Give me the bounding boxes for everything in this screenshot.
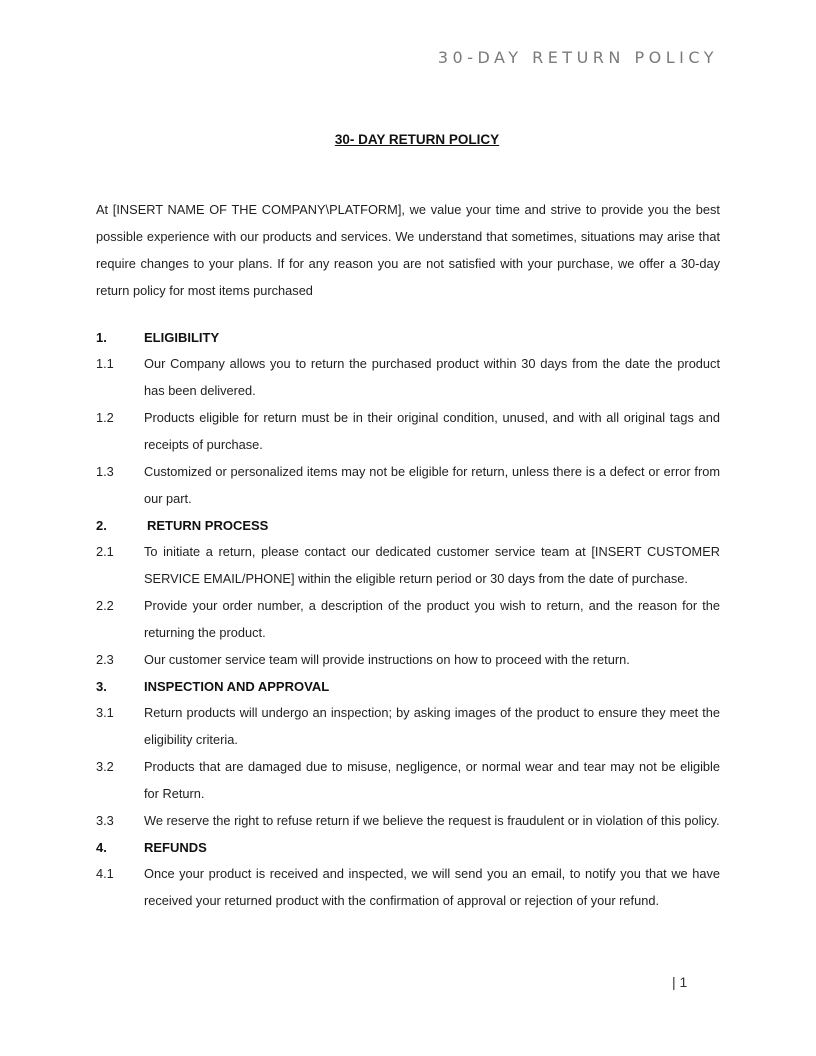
running-header-title: 30-DAY RETURN POLICY: [437, 48, 718, 67]
clause-text: Provide your order number, a description of the product you wish to return, and the reason for the returning the product.: [144, 598, 720, 640]
clause-number: 2.2: [96, 598, 114, 613]
clause-text: To initiate a return, please contact our dedicated customer service team at [INSERT CUSTOMER SERVICE EMAIL/PHONE] within the eligible return period or 30 days from the date of purchase.: [144, 544, 720, 586]
clause-text: Our customer service team will provide instructions on how to proceed with the return.: [144, 652, 630, 667]
clause: [96, 807, 720, 834]
document-title: 30- DAY RETURN POLICY: [334, 132, 500, 147]
clause-number: 3.3: [96, 813, 114, 828]
clause-number: 1.3: [96, 464, 114, 479]
clause: [96, 860, 720, 914]
clause: [96, 592, 720, 646]
clause: [96, 350, 720, 404]
page-number: | 1: [672, 974, 688, 990]
clause: [96, 538, 720, 592]
document-body: [96, 196, 720, 914]
clause: [96, 699, 720, 753]
section-title: ELIGIBILITY: [144, 329, 220, 345]
clause-text: We reserve the right to refuse return if we believe the request is fraudulent or in violation of this policy.: [144, 813, 720, 828]
clause-number: 3.2: [96, 759, 114, 774]
section-heading-eligibility: [96, 324, 720, 350]
clause-text: Return products will undergo an inspection; by asking images of the product to ensure they meet the eligibility criteria.: [144, 705, 720, 747]
section-title: INSPECTION AND APPROVAL: [144, 678, 330, 694]
clause: [96, 404, 720, 458]
clause-number: 2.1: [96, 544, 114, 559]
section-number: 1.: [96, 329, 107, 345]
intro-paragraph: At [INSERT NAME OF THE COMPANY\PLATFORM], we value your time and strive to provide you the best possible experience with our products and services. We understand that sometimes, situations may arise that require changes to your plans. If for any reason you are not satisfied with your purchase, we offer a 30-day return policy for most items purchased: [96, 202, 720, 298]
section-number: 4.: [96, 839, 107, 855]
clause-number: 2.3: [96, 652, 114, 667]
section-title: RETURN PROCESS: [147, 517, 269, 533]
section-heading-refunds: [96, 834, 720, 860]
section-number: 2.: [96, 517, 107, 533]
section-title: REFUNDS: [144, 839, 207, 855]
section-heading-return-process: [96, 512, 720, 538]
section-number: 3.: [96, 678, 107, 694]
clause: [96, 646, 720, 673]
clause-number: 1.1: [96, 356, 114, 371]
clause-text: Products eligible for return must be in their original condition, unused, and with all original tags and receipts of purchase.: [144, 410, 720, 452]
clause-text: Once your product is received and inspected, we will send you an email, to notify you that we have received your returned product with the confirmation of approval or rejection of your refund.: [144, 866, 720, 908]
clause-number: 1.2: [96, 410, 114, 425]
clause-text: Our Company allows you to return the purchased product within 30 days from the date the product has been delivered.: [144, 356, 720, 398]
clause-text: Products that are damaged due to misuse, negligence, or normal wear and tear may not be eligible for Return.: [144, 759, 720, 801]
clause: [96, 753, 720, 807]
clause-number: 3.1: [96, 705, 114, 720]
section-heading-inspection-approval: [96, 673, 720, 699]
clause-text: Customized or personalized items may not be eligible for return, unless there is a defect or error from our part.: [144, 464, 720, 506]
clause-number: 4.1: [96, 866, 114, 881]
clause: [96, 458, 720, 512]
